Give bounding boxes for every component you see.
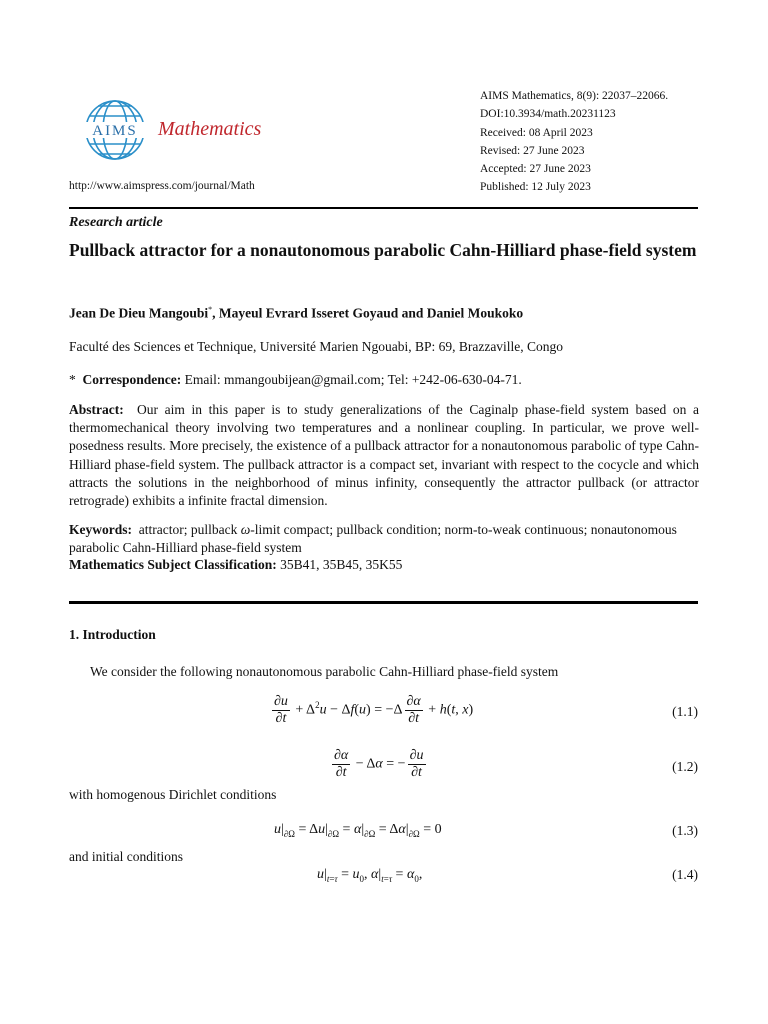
meta-received: Received: 08 April 2023: [480, 126, 593, 139]
correspondence-text: Email: mmangoubijean@gmail.com; Tel: +242-06-630-04-71.: [184, 372, 522, 387]
meta-revised: Revised: 27 June 2023: [480, 144, 585, 157]
logo-text: AIMS: [92, 123, 138, 139]
msc-codes: 35B41, 35B45, 35K55: [280, 557, 403, 572]
correspondence-star: *: [69, 372, 76, 387]
author-corresponding: Jean De Dieu Mangoubi: [69, 305, 209, 321]
corresponding-marker: *: [208, 305, 213, 314]
equation-1-3: $u|_{\partial\Omega} = \Delta u|_{\partial\Omega} = \alpha|_{\partial\Omega} = \Delta\alpha|_{\partial\Omega} = 0$: [274, 822, 442, 839]
keywords-label: Keywords:: [69, 522, 132, 537]
intro-sentence: We consider the following nonautonomous parabolic Cahn-Hilliard phase-field system: [90, 664, 559, 679]
keywords: [69, 521, 699, 557]
keywords-text-1: attractor; pullback: [138, 522, 241, 537]
publication-meta: [480, 87, 668, 197]
aims-logo: [76, 96, 154, 164]
equation-1-4: $u|_{t=\tau} = u_0$, $\alpha|_{t=\tau} = \alpha_0$,: [317, 867, 423, 884]
msc-label: Mathematics Subject Classification:: [69, 557, 277, 572]
abstract: [69, 401, 699, 510]
equation-1-2: $\frac{\partial\alpha}{\partial t}$ − Δα = − $\frac{\partial u}{\partial t}$: [334, 748, 424, 780]
article-title: Pullback attractor for a nonautonomous parabolic Cahn-Hilliard phase-field system: [69, 240, 697, 260]
equation-number-1-3: (1.3): [672, 823, 698, 838]
meta-doi[interactable]: DOI:10.3934/math.20231123: [480, 108, 616, 121]
abstract-label: Abstract:: [69, 402, 124, 417]
author-list: [69, 305, 523, 322]
article-type: Research article: [69, 215, 163, 230]
author-others: , Mayeul Evrard Isseret Goyaud and Daniel Moukoko: [212, 305, 524, 321]
meta-accepted: Accepted: 27 June 2023: [480, 163, 591, 176]
abstract-text: Our aim in this paper is to study generalizations of the Caginalp phase-field system based on a thermomechanical theory involving two temperatures and a nonlinear coupling. In particular, we prove well-posedness results. More precisely, the existence of a pullback attractor for a nonautonomous parabolic of type Cahn-Hilliard phase-field system. The pullback attractor is a compact set, invariant with respect to the cocycle and which attracts the solutions in the neighborhood of minus infinity, consequently the attractor pullback (or attractor retrograde) exhibits a infinite fractal dimension.: [69, 402, 699, 509]
header-divider: [69, 207, 698, 209]
abstract-divider: [69, 601, 698, 604]
subject-classification: [69, 557, 402, 573]
equation-1-1: $\frac{\partial u}{\partial t}$ + $\Delta^2u - \Delta f(u) = -\Delta$ $\frac{\partial\alpha}{\partial t}$ + h(t, x): [274, 694, 474, 726]
section-heading: 1. Introduction: [69, 627, 156, 642]
meta-published: Published: 12 July 2023: [480, 181, 591, 194]
dirichlet-sentence: with homogenous Dirichlet conditions: [69, 787, 277, 802]
equation-number-1-4: (1.4): [672, 867, 698, 882]
correspondence: [69, 372, 522, 388]
keywords-omega: ω: [240, 522, 251, 537]
correspondence-label: Correspondence:: [82, 372, 182, 387]
journal-name: Mathematics: [158, 118, 262, 140]
initial-sentence: and initial conditions: [69, 849, 183, 864]
meta-citation: AIMS Mathematics, 8(9): 22037–22066.: [480, 90, 669, 102]
equation-number-1-1: (1.1): [672, 704, 698, 719]
keywords-text-2: -limit compact; pullback condition; norm-to-weak continuous; nonautonomous parabolic Cahn-Hilliard phase-field system: [69, 522, 677, 556]
equation-number-1-2: (1.2): [672, 759, 698, 774]
affiliation: Faculté des Sciences et Technique, Université Marien Ngouabi, BP: 69, Brazzaville, Congo: [69, 339, 564, 354]
journal-url[interactable]: http://www.aimspress.com/journal/Math: [69, 180, 255, 192]
